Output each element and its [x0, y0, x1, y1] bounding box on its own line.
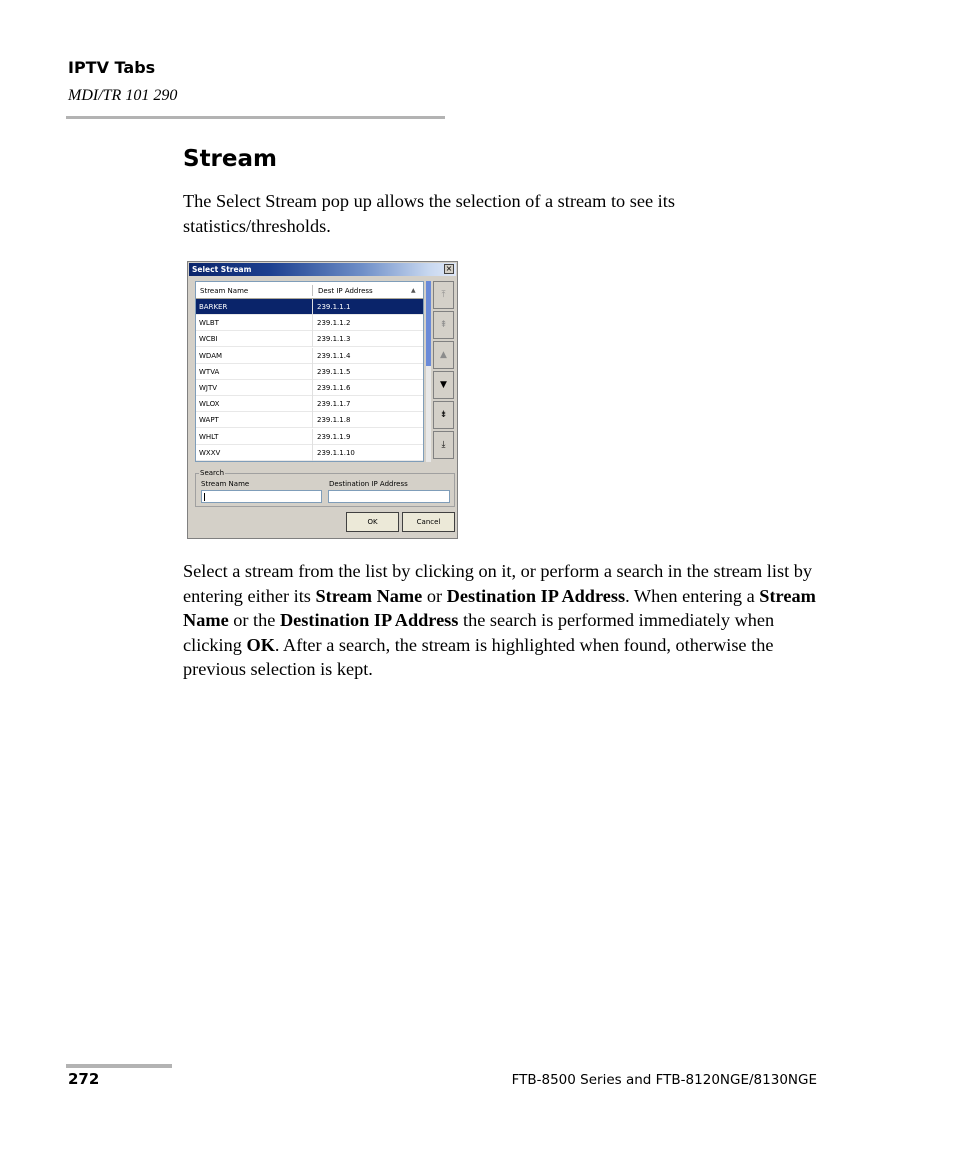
dest-ip-cell: 239.1.1.10 [317, 448, 355, 457]
term-destination-ip: Destination IP Address [446, 585, 626, 606]
running-header-subtitle: MDI/TR 101 290 [68, 87, 178, 104]
column-divider [312, 429, 313, 445]
dest-ip-cell: 239.1.1.7 [317, 400, 351, 409]
instructions-text: or the [228, 610, 280, 630]
product-name: FTB-8500 Series and FTB-8120NGE/8130NGE [511, 1072, 817, 1088]
stream-name-cell: WLBT [199, 319, 219, 328]
stream-list [195, 281, 424, 462]
running-header-title: IPTV Tabs [68, 58, 156, 77]
instructions-text: . When entering a [625, 585, 760, 606]
stream-name-cell: WLOX [199, 400, 220, 409]
search-group-legend: Search [200, 469, 225, 477]
stream-list-header [196, 282, 424, 299]
column-divider [312, 364, 313, 380]
scroll-top-icon[interactable]: ⤒ [433, 281, 454, 309]
table-row[interactable] [196, 445, 424, 461]
table-row[interactable] [196, 315, 424, 331]
column-header-dest-ip[interactable]: Dest IP Address [318, 287, 373, 295]
table-row[interactable] [196, 429, 424, 445]
list-scrollbar[interactable] [426, 281, 431, 462]
stream-name-label: Stream Name [201, 480, 250, 488]
scroll-bottom-icon[interactable]: ⤓ [433, 431, 454, 459]
sort-ascending-icon: ▲ [411, 287, 416, 294]
column-divider [312, 412, 313, 428]
table-row[interactable] [196, 348, 424, 364]
dest-ip-label: Destination IP Address [329, 480, 408, 488]
dialog-title: Select Stream [192, 265, 252, 274]
stream-name-cell: WJTV [199, 384, 218, 392]
stream-name-cell: WCBI [199, 335, 218, 344]
column-divider [312, 348, 313, 364]
stream-name-input[interactable] [201, 490, 322, 503]
stream-name-cell: WHLT [199, 432, 219, 441]
line-up-icon[interactable]: ▲ [433, 341, 454, 369]
ok-button[interactable]: OK [346, 512, 399, 532]
dest-ip-cell: 239.1.1.6 [317, 384, 351, 392]
dest-ip-cell: 239.1.1.8 [317, 416, 351, 425]
dest-ip-cell: 239.1.1.4 [317, 351, 351, 360]
instructions-text: . After a search, the stream is highlighted when found, otherwise the previous selection is kept. [183, 634, 774, 679]
page-up-icon[interactable]: ⇞ [433, 311, 454, 339]
dialog-title-bar [189, 263, 456, 276]
table-row[interactable] [196, 412, 424, 428]
dest-ip-input[interactable] [328, 490, 450, 503]
dest-ip-cell: 239.1.1.2 [317, 319, 351, 328]
term-stream-name: Stream Name [315, 585, 423, 606]
section-title: Stream [183, 146, 277, 172]
footer-divider [66, 1064, 172, 1068]
dest-ip-cell: 239.1.1.3 [317, 335, 351, 344]
table-row[interactable] [196, 299, 424, 315]
stream-name-cell: BARKER [199, 303, 228, 311]
term-destination-ip: Destination IP Address [279, 610, 459, 630]
term-stream-name: Stream Name [183, 585, 816, 630]
table-row[interactable] [196, 380, 424, 396]
column-divider [312, 380, 313, 396]
column-divider [312, 315, 313, 331]
column-divider [312, 299, 313, 315]
term-ok: OK [246, 634, 275, 655]
intro-paragraph: The Select Stream pop up allows the selection of a stream to see its statistics/thresholds. [183, 191, 675, 236]
instructions-text: or [422, 585, 447, 606]
column-divider [312, 445, 313, 461]
dest-ip-cell: 239.1.1.9 [317, 432, 351, 441]
instructions-paragraph [183, 559, 823, 682]
select-stream-dialog [187, 261, 458, 539]
table-row[interactable] [196, 396, 424, 412]
column-divider [312, 285, 313, 296]
dest-ip-cell: 239.1.1.5 [317, 367, 351, 376]
column-divider [312, 331, 313, 347]
stream-name-cell: WDAM [199, 351, 223, 360]
instructions-text: the search is performed immediately when clicking [183, 610, 775, 655]
stream-name-cell: WAPT [199, 416, 219, 425]
table-row[interactable] [196, 364, 424, 380]
page-down-icon[interactable]: ⇟ [433, 401, 454, 429]
header-divider [66, 116, 445, 119]
close-icon[interactable]: × [445, 264, 453, 273]
page-number: 272 [68, 1070, 100, 1088]
line-down-icon[interactable]: ▼ [433, 371, 454, 399]
instructions-text: Select a stream from the list by clicking on it, or perform a search in the stream list by entering either its [183, 561, 812, 606]
column-divider [312, 396, 313, 412]
table-row[interactable] [196, 331, 424, 347]
dest-ip-cell: 239.1.1.1 [317, 303, 351, 311]
stream-name-cell: WXXV [199, 448, 221, 457]
cancel-button[interactable]: Cancel [402, 512, 455, 532]
scrollbar-thumb[interactable] [426, 281, 431, 366]
stream-name-cell: WTVA [199, 367, 220, 376]
text-caret [204, 493, 205, 501]
column-header-stream-name[interactable]: Stream Name [200, 287, 249, 295]
